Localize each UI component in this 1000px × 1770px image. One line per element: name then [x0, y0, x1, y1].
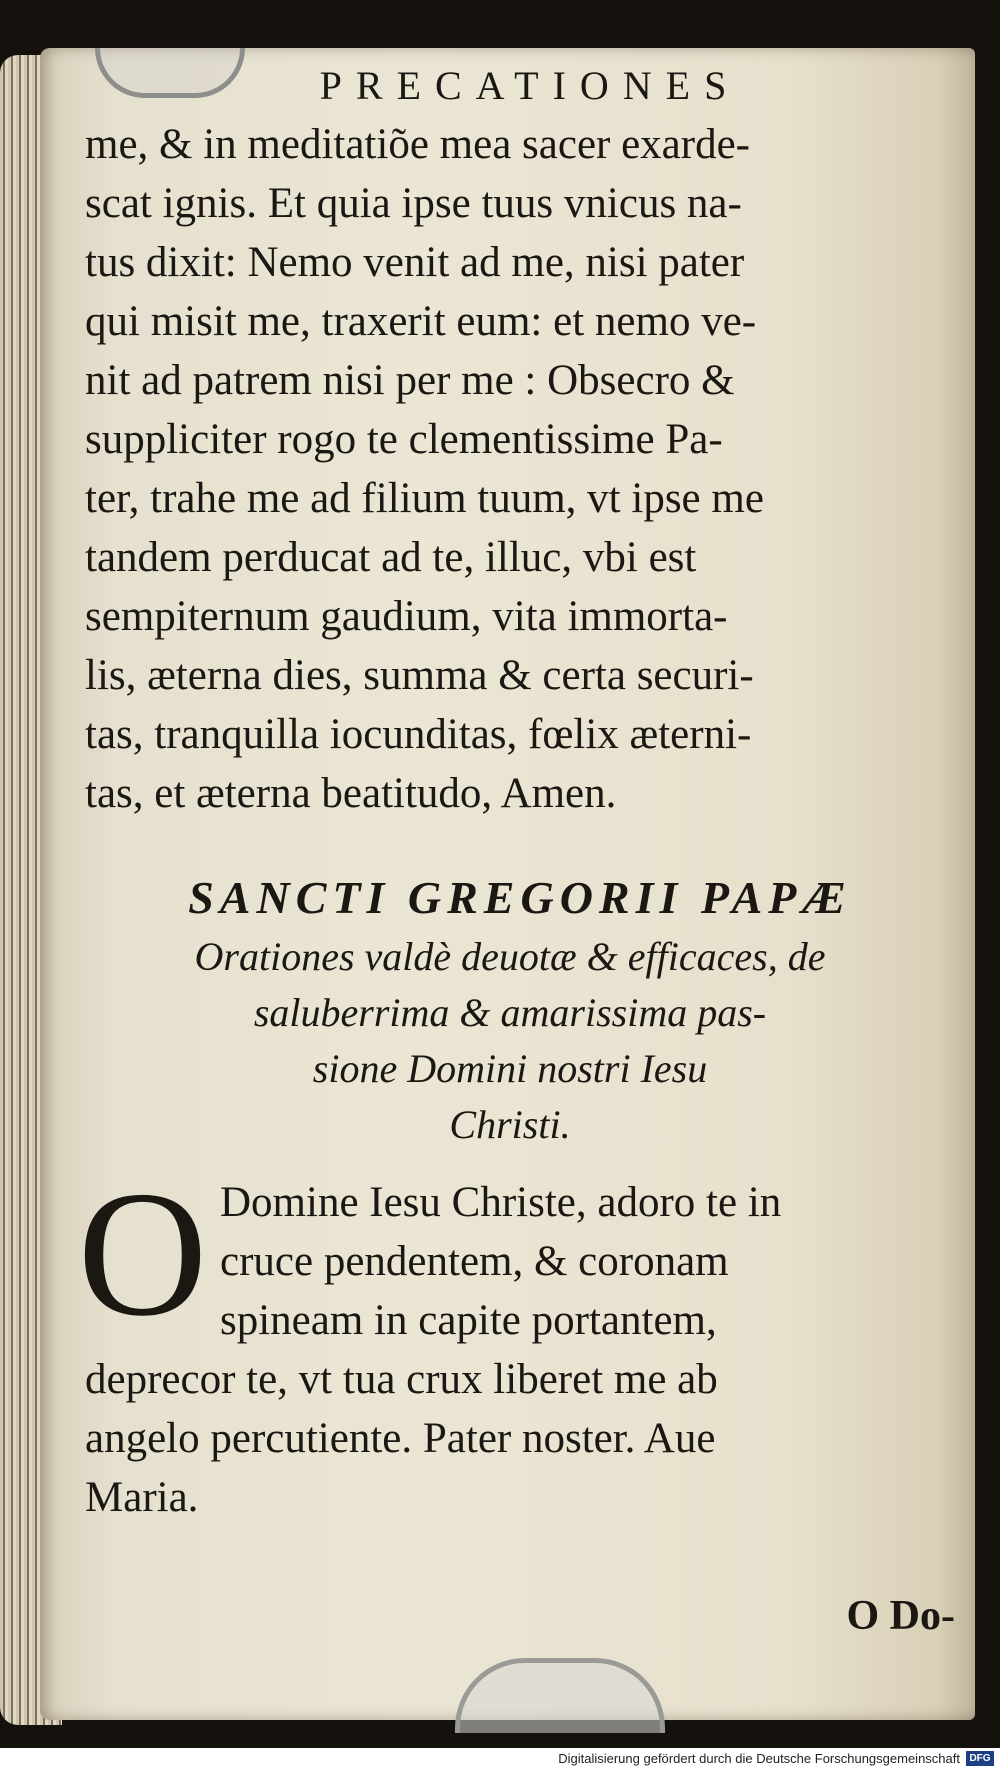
drop-cap-initial: O	[77, 1154, 208, 1353]
text-line: suppliciter rogo te clementissime Pa-	[85, 416, 723, 463]
text-line: Domine Iesu Christe, adoro te in	[220, 1179, 782, 1226]
heading-subtitle	[105, 929, 915, 1153]
text-line: tus dixit: Nemo venit ad me, nisi pater	[85, 239, 745, 286]
text-line: deprecor te, vt tua crux liberet me ab	[85, 1356, 718, 1403]
text-line: tas, et æterna beatitudo, Amen.	[85, 770, 617, 817]
text-line: cruce pendentem, & coronam	[220, 1238, 729, 1285]
section-heading	[85, 867, 955, 1153]
text-line: qui misit me, traxerit eum: et nemo ve-	[85, 298, 757, 345]
heading-line: sione Domini nostri Iesu	[312, 1046, 708, 1091]
dfg-logo-icon: DFG	[966, 1751, 994, 1766]
text-line: angelo percutiente. Pater noster. Aue	[85, 1415, 716, 1462]
text-line: nit ad patrem nisi per me : Obsecro &	[85, 357, 735, 404]
text-line: sempiternum gaudium, vita immorta-	[85, 593, 728, 640]
closing-paragraph	[85, 115, 955, 823]
text-line: tas, tranquilla iocunditas, fœlix æterni-	[85, 711, 752, 758]
book-clamp-bottom	[455, 1658, 665, 1733]
prayer-paragraph	[77, 1154, 955, 1527]
page-text	[77, 62, 955, 1527]
text-line: me, & in meditatiõe mea sacer exarde-	[85, 121, 750, 168]
running-header: PRECATIONES	[319, 63, 741, 108]
heading-title: SANCTI GREGORII PAPÆ	[188, 872, 852, 923]
text-line: Maria.	[85, 1474, 199, 1521]
text-line: ter, trahe me ad filium tuum, vt ipse me	[85, 475, 764, 522]
heading-line: Orationes valdè deuotæ & efficaces, de	[194, 934, 826, 979]
text-line: tandem perducat ad te, illuc, vbi est	[85, 534, 697, 581]
digitization-credit: Digitalisierung gefördert durch die Deutsche Forschungsgemeinschaft	[558, 1751, 960, 1766]
prayer-text	[85, 1173, 955, 1527]
text-line: lis, æterna dies, summa & certa securi-	[85, 652, 754, 699]
catchword: O Do-	[846, 1593, 955, 1639]
text-line: scat ignis. Et quia ipse tuus vnicus na-	[85, 180, 742, 227]
heading-line: saluberrima & amarissima pas-	[253, 990, 767, 1035]
text-line: spineam in capite portantem,	[220, 1297, 717, 1344]
heading-line: Christi.	[449, 1102, 571, 1147]
